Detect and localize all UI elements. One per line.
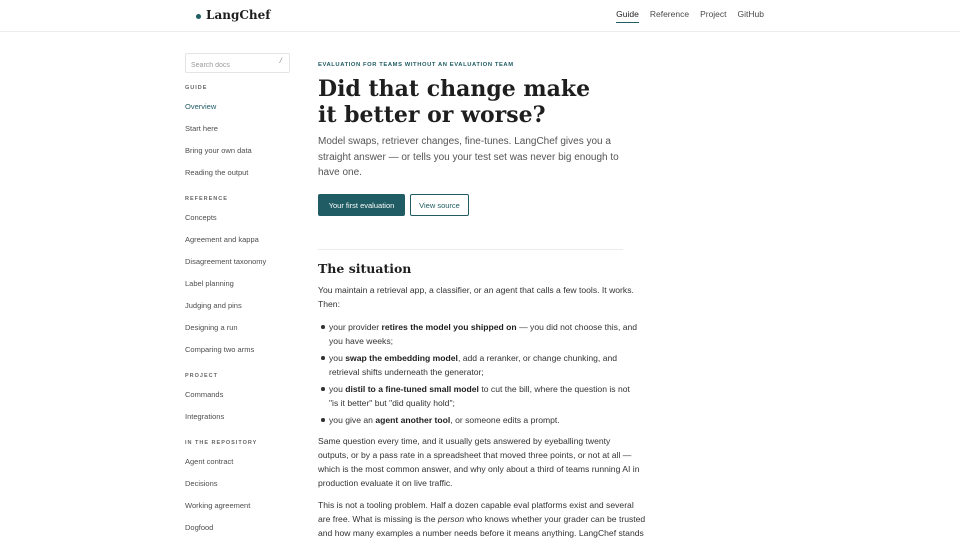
sidebar-item-reading-the-output[interactable]: Reading the output [185, 168, 249, 177]
list-item: you give an agent another tool, or someone edits a prompt. [329, 413, 623, 427]
sidebar-item-comparing-two-arms[interactable]: Comparing two arms [185, 345, 255, 354]
top-navbar [0, 0, 960, 32]
sidebar-item-integrations[interactable]: Integrations [185, 412, 225, 421]
brand-dot-icon [196, 14, 201, 19]
situation-paragraph-2: Same question every time, and it usually gets answered by eyeballing twenty outputs, or by a pass rate in a spreadsheet that moved three points, or not at all — which is the most common answer, and why only about a third of teams running AI in production evaluate it on live traffic. [318, 436, 640, 488]
sidebar-item-overview[interactable]: Overview [185, 102, 217, 111]
nav-reference[interactable]: Reference [649, 9, 690, 19]
search-input[interactable] [186, 57, 274, 75]
sidebar-item-label-planning[interactable]: Label planning [185, 279, 234, 288]
sidebar-item-working-agreement[interactable]: Working agreement [185, 501, 251, 510]
nav-github[interactable]: GitHub [737, 9, 764, 19]
bullet-emphasis: retires the model you shipped on [381, 322, 517, 332]
nav-project[interactable]: Project [700, 9, 727, 19]
sidebar-section-project: PROJECT [185, 373, 218, 379]
page-title-line-2: it better or worse? [318, 102, 546, 128]
docs-sidebar [185, 53, 290, 532]
hero-lede [318, 134, 618, 181]
sidebar-section-guide: GUIDE [185, 85, 208, 91]
list-item: you swap the embedding model, add a reranker, or change chunking, and retrieval shifts underneath the generator; [329, 351, 623, 379]
sidebar-item-judging-and-pins[interactable]: Judging and pins [185, 301, 242, 310]
situation-paragraph-3: This is not a tooling problem. Half a dozen capable eval platforms exist and several are free. What is missing is the person who knows whether your grader can be trusted and how many examples a number needs before it means anything. LangChef stands [318, 500, 646, 538]
hero-lede-line-2: straight answer — or tells you your test set was never big enough to [318, 151, 619, 163]
section-divider [318, 249, 623, 250]
bullet-emphasis: distil to a fine-tuned small model [345, 384, 479, 394]
sidebar-section-in-the-repository: IN THE REPOSITORY [185, 440, 258, 446]
sidebar-item-commands[interactable]: Commands [185, 390, 224, 399]
hero-lede-line-3: have one. [318, 167, 362, 178]
sidebar-item-agreement-and-kappa[interactable]: Agreement and kappa [185, 235, 259, 244]
page-title [318, 76, 618, 128]
list-item: your provider retires the model you shipped on — you did not choose this, and you have weeks; [329, 322, 638, 346]
sidebar-item-agent-contract[interactable]: Agent contract [185, 457, 234, 466]
situation-intro [318, 283, 634, 311]
sidebar-item-disagreement-taxonomy[interactable]: Disagreement taxonomy [185, 257, 267, 266]
situation-intro-line-1: You maintain a retrieval app, a classifier, or an agent that calls a few tools. It works. [318, 285, 634, 295]
hero-lede-line-1: Model swaps, retriever changes, fine-tunes. LangChef gives you a [318, 136, 611, 147]
situation-intro-line-2: Then: [318, 299, 340, 309]
hero-eyebrow: EVALUATION FOR TEAMS WITHOUT AN EVALUATION TEAM [318, 62, 514, 68]
view-source-button[interactable]: View source [410, 194, 469, 216]
nav-guide[interactable]: Guide [616, 9, 639, 23]
first-evaluation-button[interactable]: Your first evaluation [318, 194, 405, 216]
page-title-line-1: Did that change make [318, 76, 591, 102]
sidebar-item-start-here[interactable]: Start here [185, 124, 218, 133]
search-box [185, 53, 290, 73]
emphasis-person: person [437, 514, 465, 524]
primary-nav [616, 9, 764, 23]
brand-logo[interactable] [196, 8, 270, 22]
sidebar-item-bring-your-own-data[interactable]: Bring your own data [185, 146, 252, 155]
sidebar-section-reference: REFERENCE [185, 196, 228, 202]
sidebar-item-concepts[interactable]: Concepts [185, 213, 217, 222]
search-shortcut-hint: / [278, 58, 283, 66]
sidebar-item-designing-a-run[interactable]: Designing a run [185, 323, 238, 332]
bullet-emphasis: swap the embedding model [345, 353, 458, 363]
sidebar-item-decisions[interactable]: Decisions [185, 479, 218, 488]
bullet-emphasis: agent another tool [375, 415, 451, 425]
brand-name: LangChef [206, 8, 271, 22]
section-heading-situation: The situation [318, 261, 412, 276]
list-item: you distil to a fine-tuned small model to cut the bill, where the question is not "is it better" but "did quality hold"; [329, 384, 630, 408]
sidebar-item-dogfood[interactable]: Dogfood [185, 523, 214, 532]
